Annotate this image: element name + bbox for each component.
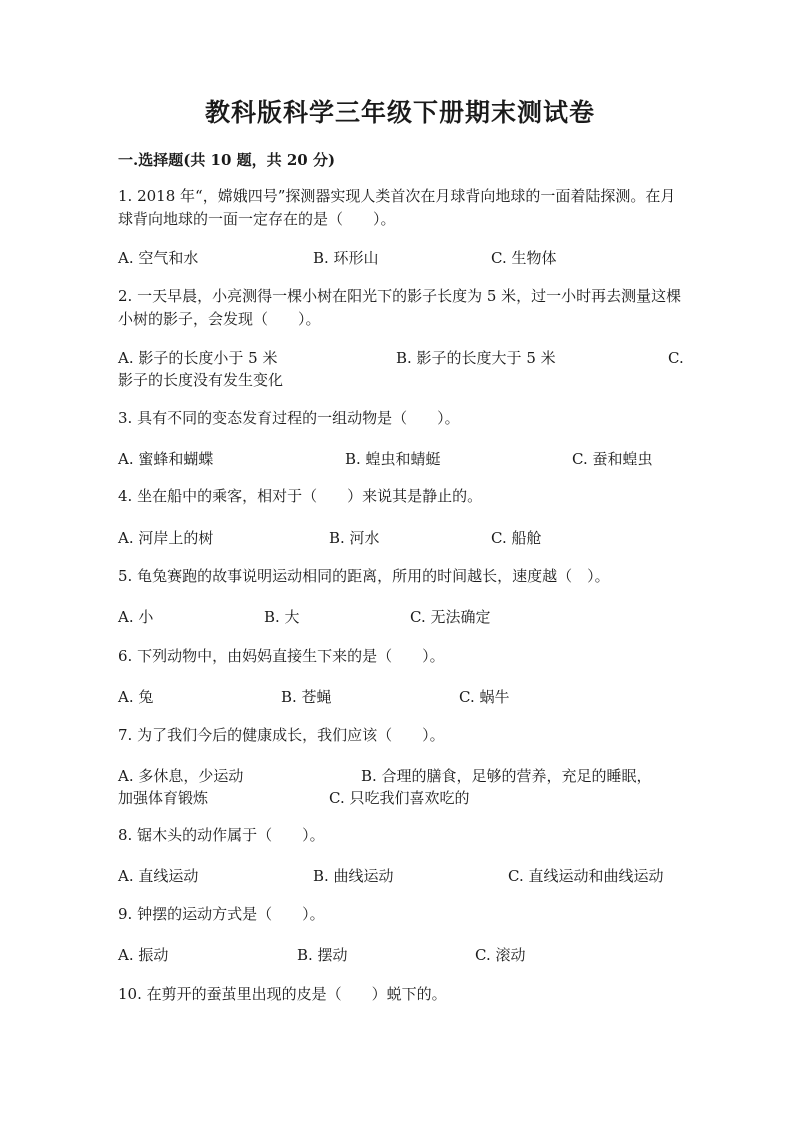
question-1: 1. 2018 年“，嫦娥四号”探测器实现人类首次在月球背向地球的一面着陆探测。在月球背向地球的一面一定存在的是（ ）。 [118, 187, 676, 228]
q7-option-b-continued[interactable]: 加强体育锻炼 [118, 789, 209, 807]
q5-option-b[interactable]: B. 大 [264, 608, 300, 626]
q1-option-b[interactable]: B. 环形山 [313, 249, 379, 267]
q4-option-c[interactable]: C. 船舱 [491, 529, 542, 547]
q3-option-b[interactable]: B. 蝗虫和蜻蜓 [345, 450, 441, 468]
section-heading: 一.选择题(共 10 题，共 20 分) [118, 151, 336, 169]
question-9: 9. 钟摆的运动方式是（ ）。 [118, 905, 325, 923]
q3-option-c[interactable]: C. 蚕和蝗虫 [572, 450, 653, 468]
q2-option-b[interactable]: B. 影子的长度大于 5 米 [396, 349, 556, 367]
question-8: 8. 锯木头的动作属于（ ）。 [118, 826, 325, 844]
q6-option-a[interactable]: A. 兔 [118, 688, 154, 706]
q8-option-b[interactable]: B. 曲线运动 [313, 867, 394, 885]
question-2: 2. 一天早晨，小亮测得一棵小树在阳光下的影子长度为 5 米，过一小时再去测量这棵小树的影子，会发现（ ）。 [118, 287, 682, 328]
question-3: 3. 具有不同的变态发育过程的一组动物是（ ）。 [118, 409, 460, 427]
question-5: 5. 龟兔赛跑的故事说明运动相同的距离，所用的时间越长，速度越（ ）。 [118, 567, 610, 585]
q8-option-a[interactable]: A. 直线运动 [118, 867, 199, 885]
q5-option-a[interactable]: A. 小 [118, 608, 154, 626]
question-7: 7. 为了我们今后的健康成长，我们应该（ ）。 [118, 726, 445, 744]
q7-option-c[interactable]: C. 只吃我们喜欢吃的 [329, 789, 470, 807]
question-10: 10. 在剪开的蚕茧里出现的皮是（ ）蜕下的。 [118, 985, 447, 1003]
q9-option-b[interactable]: B. 摆动 [297, 946, 348, 964]
question-6: 6. 下列动物中，由妈妈直接生下来的是（ ）。 [118, 647, 445, 665]
q9-option-a[interactable]: A. 振动 [118, 946, 169, 964]
q2-option-c-marker[interactable]: C. [668, 349, 684, 367]
q4-option-a[interactable]: A. 河岸上的树 [118, 529, 214, 547]
q8-option-c[interactable]: C. 直线运动和曲线运动 [508, 867, 664, 885]
q2-option-c[interactable]: 影子的长度没有发生变化 [118, 371, 284, 389]
q6-option-c[interactable]: C. 蜗牛 [459, 688, 510, 706]
q2-option-a[interactable]: A. 影子的长度小于 5 米 [118, 349, 278, 367]
q1-option-c[interactable]: C. 生物体 [491, 249, 557, 267]
q7-option-a[interactable]: A. 多休息，少运动 [118, 767, 244, 785]
q4-option-b[interactable]: B. 河水 [329, 529, 380, 547]
q6-option-b[interactable]: B. 苍蝇 [281, 688, 332, 706]
q1-option-a[interactable]: A. 空气和水 [118, 249, 199, 267]
q5-option-c[interactable]: C. 无法确定 [410, 608, 491, 626]
q9-option-c[interactable]: C. 滚动 [475, 946, 526, 964]
page-title: 教科版科学三年级下册期末测试卷 [204, 98, 595, 127]
q3-option-a[interactable]: A. 蜜蜂和蝴蝶 [118, 450, 214, 468]
q7-option-b[interactable]: B. 合理的膳食，足够的营养，充足的睡眠， [361, 767, 652, 785]
question-4: 4. 坐在船中的乘客，相对于（ ）来说其是静止的。 [118, 487, 483, 505]
